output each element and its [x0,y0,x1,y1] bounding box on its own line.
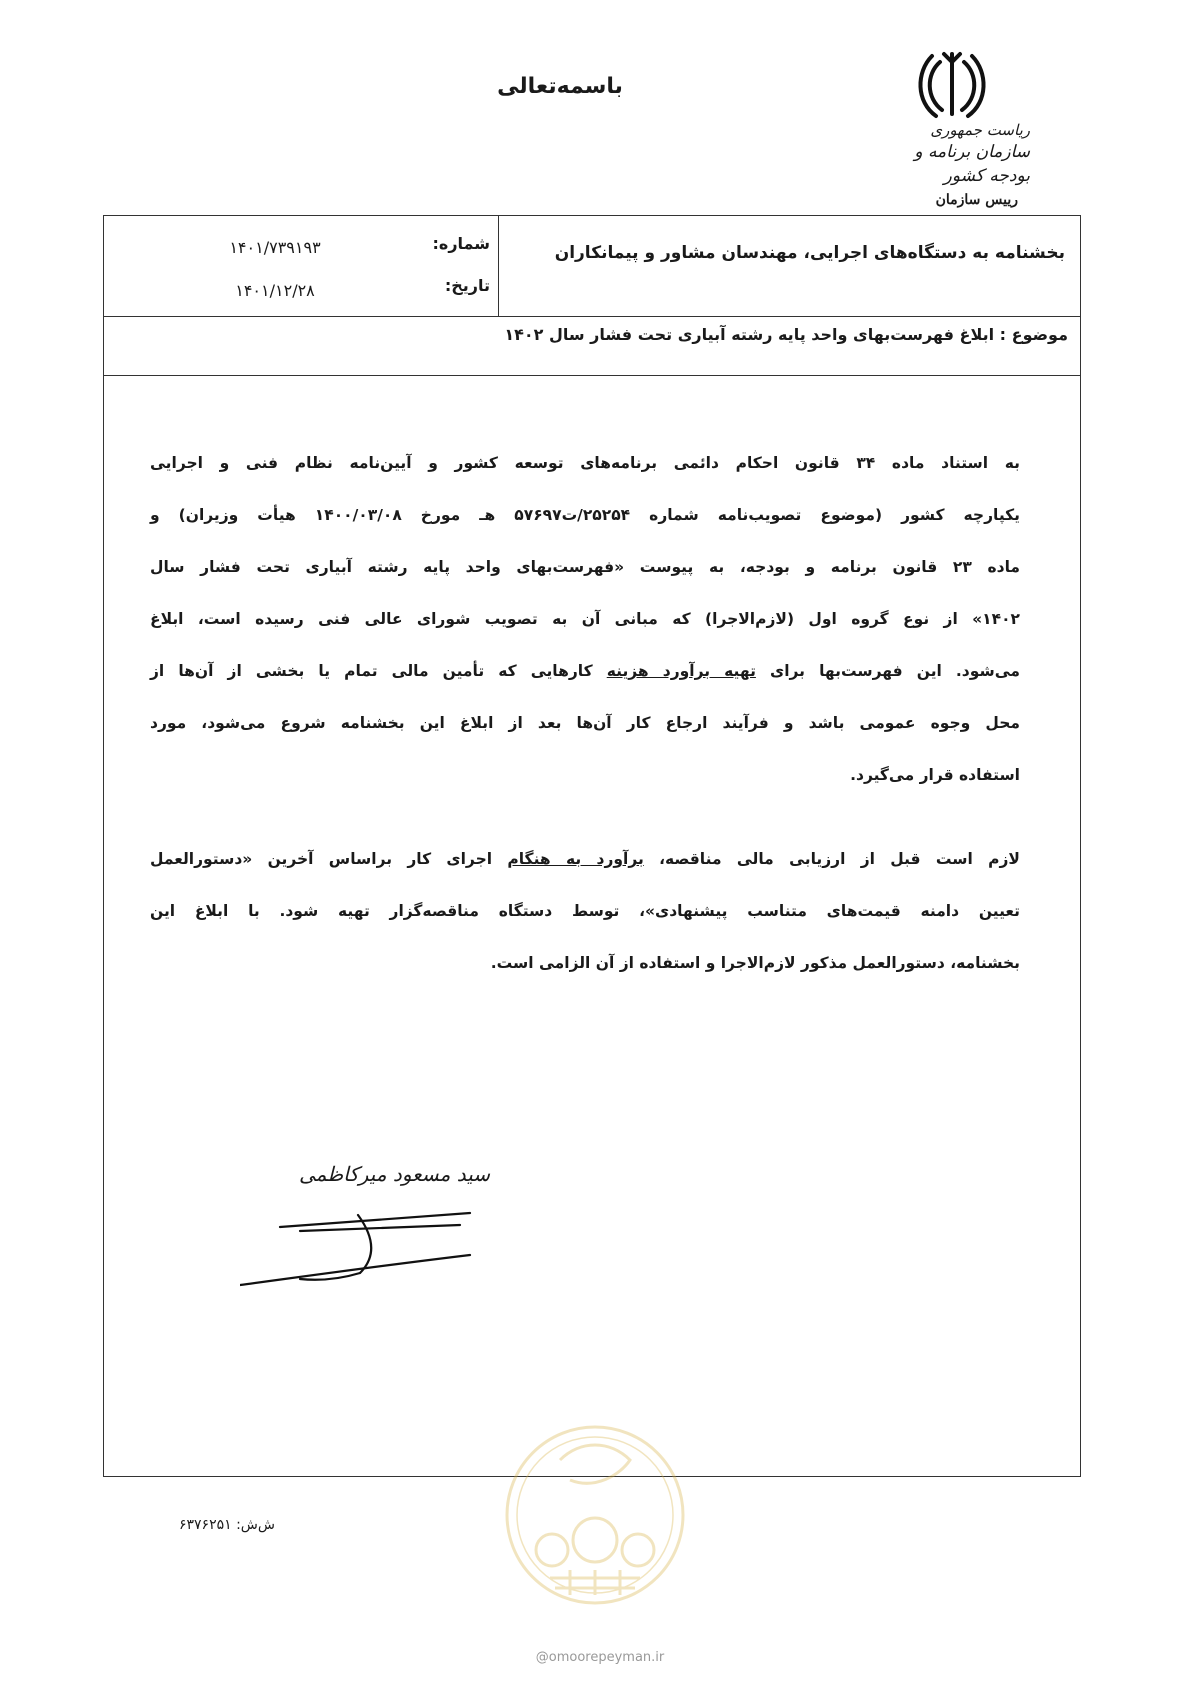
letter-number: ۱۴۰۱/۷۳۹۱۹۳ [229,238,321,257]
paragraph-1-line-7: استفاده قرار می‌گیرد. [850,766,1020,784]
subject-line: موضوع : ابلاغ فهرست‌بهای واحد پایه رشته آبیاری تحت فشار سال ۱۴۰۲ [504,325,1068,344]
date-label: تاریخ: [444,276,490,295]
paragraph-2-line-1-end: اجرای کار براساس آخرین «دستورالعمل [150,850,508,868]
header-column-divider [498,215,499,316]
paragraph-2-line-1-start: لازم است قبل از ارزیابی مالی مناقصه، [643,850,1020,868]
org-presidency: ریاست جمهوری [930,121,1030,139]
underlined-phrase-updated-estimate: برآورد به هنگام [507,850,644,868]
handwritten-signature [240,1205,500,1295]
paragraph-1-line-5-start: می‌شود. این فهرست‌بها برای [755,662,1021,680]
watermark-url: @omoorepeyman.ir [535,1650,665,1665]
paragraph-1-line-4: ۱۴۰۲» از نوع گروه اول (لازم‌الاجرا) که مبانی آن به تصویب شورای عالی فنی رسیده است، ابلاغ [150,610,1020,628]
paragraph-1-line-5 [150,659,1020,683]
number-label: شماره: [432,234,490,253]
org-name: سازمان برنامه و بودجه کشور [914,142,1030,186]
underlined-phrase-cost-estimate: تهیه برآورد هزینه [606,662,756,680]
subject-divider [103,375,1081,376]
paragraph-1-line-1: به استناد ماده ۳۴ قانون احکام دائمی برنامه‌های توسعه کشور و آیین‌نامه نظام فنی و اجرایی [150,454,1020,472]
org-title: رییس سازمان [935,192,1018,208]
paragraph-1-line-3: ماده ۲۳ قانون برنامه و بودجه، به پیوست «فهرست‌بهای واحد پایه رشته آبیاری تحت فشار سال [150,558,1021,576]
paragraph-2-line-2: تعیین دامنه قیمت‌های متناسب پیشنهادی»، توسط دستگاه مناقصه‌گزار تهیه شود. با ابلاغ این [150,902,1020,920]
watermark-logo [500,1420,690,1630]
paragraph-1-line-5-end: کارهایی که تأمین مالی تمام یا بخشی از آن‌ها از [150,662,607,680]
recipients-line: بخشنامه به دستگاه‌های اجرایی، مهندسان مشاور و پیمانکاران [554,243,1065,263]
organization-header [870,120,1030,212]
paragraph-2-line-3: بخشنامه، دستورالعمل مذکور لازم‌الاجرا و استفاده از آن الزامی است. [490,954,1020,972]
reference-code: ش‌ش: ۶۳۷۶۲۵۱ [179,1517,275,1533]
paragraph-2-line-1 [150,847,1020,871]
header-divider [103,316,1081,317]
signer-name: سید مسعود میرکاظمی [299,1162,490,1186]
iran-emblem-icon [912,48,992,120]
paragraph-1-line-2: یکپارچه کشور (موضوع تصویب‌نامه شماره ۲۵۲۵۴/ت۵۷۶۹۷ هـ مورخ ۱۴۰۰/۰۳/۰۸ هیأت وزیران) و [150,506,1020,524]
bismillah-heading: باسمه‌تعالی [497,74,623,99]
letter-date: ۱۴۰۱/۱۲/۲۸ [235,281,315,300]
paragraph-1-line-6: محل وجوه عمومی باشد و فرآیند ارجاع کار آن‌ها بعد از ابلاغ این بخشنامه شروع می‌شود، مورد [150,714,1020,732]
